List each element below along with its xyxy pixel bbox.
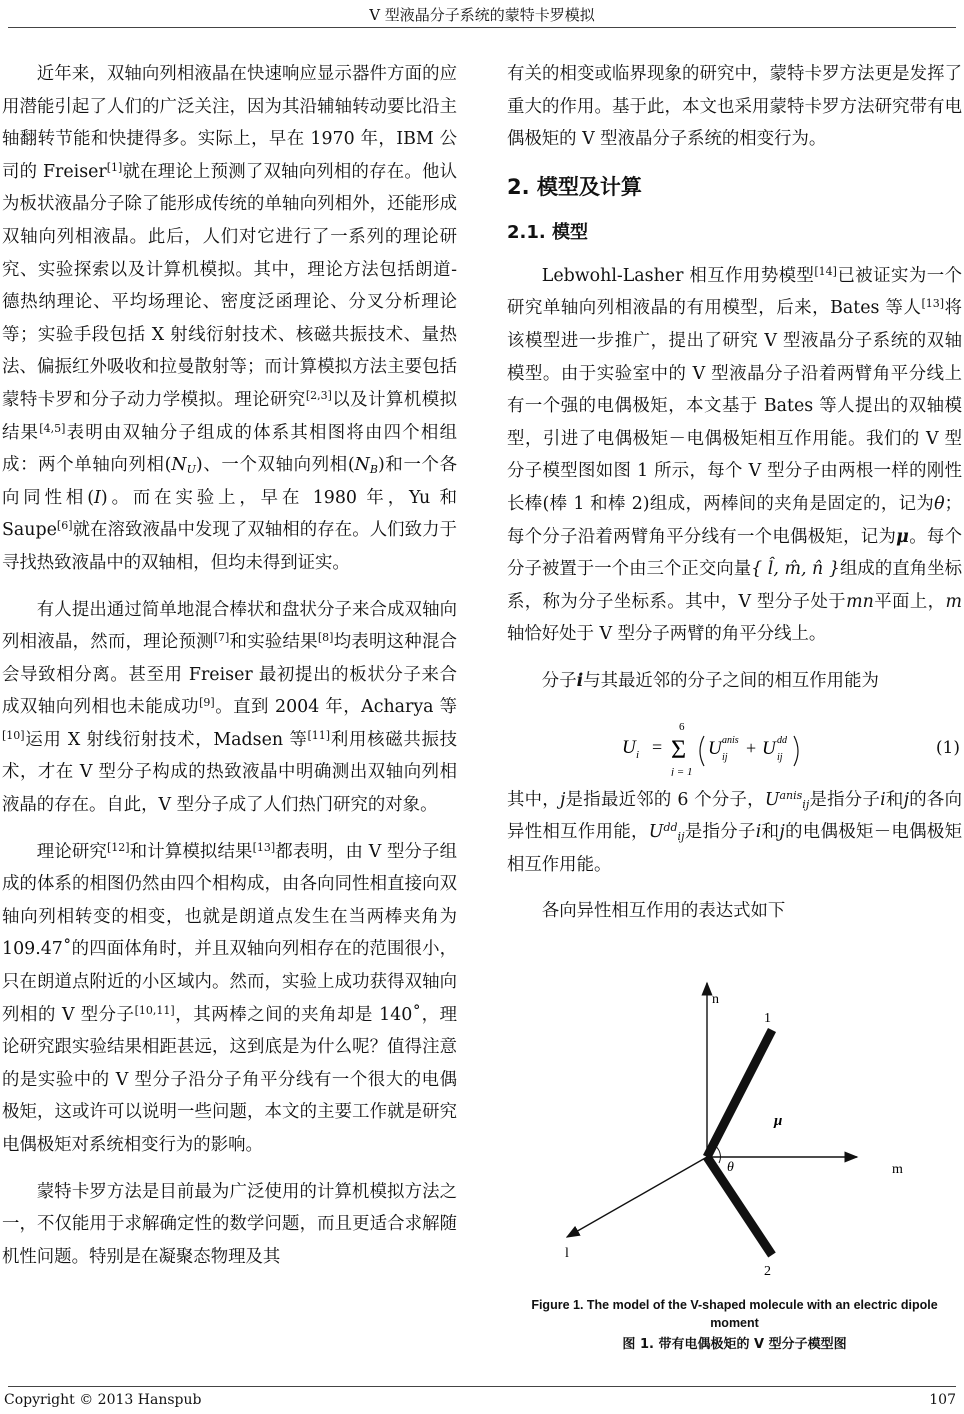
subsection-title: 2.1. 模型 bbox=[507, 221, 588, 243]
citation[interactable]: [6] bbox=[56, 519, 73, 533]
citation[interactable]: [9] bbox=[199, 696, 215, 710]
paragraph-energy-intro: 分子i与其最近邻的分子之间的相互作用能为 bbox=[541, 670, 879, 691]
citation[interactable]: [10,11] bbox=[134, 1003, 175, 1017]
paragraph-theory: 理论研究[12]和计算模拟结果[13]都表明，由 V 型分子组成的体系的相图仍然由四个相构成，由各向同性相直接向双轴向列相转变的相变，也就是朗道点发生在当两棒夹角为 109.47˚的四面体角时，并且双轴向列相存在的范围很小，只在朗道点附近的小区域内。然而，实验上成功获得双轴向列相的 V 型分子[10,11]，其两棒之间的夹角却是 140˚，理论研究跟实验结果相距甚远，这到底是为什么呢？值得注意的是实验中的 V 型分子沿分子角平分线有一个很大的电偶极矩，这或许可以说明一些问题，本文的主要工作就是研究电偶极矩对系统相变行为的影响。 bbox=[2, 840, 457, 1155]
eq-dd-sub: ij bbox=[777, 751, 783, 763]
paragraph-mixing: 有人提出通过简单地混合棒状和盘状分子来合成双轴向列相液晶，然而，理论预测[7]和实验结果[8]均表明这种混合会导致相分离。甚至用 Freiser 最初提出的板状分子来合成双轴向列相也未能成功[9]。直到 2004 年，Acharya 等[10]运用 X 射线衍射技术，Madsen 等[11]利用核磁共振技术，才在 V 型分子构成的热致液晶中明确测出双轴向列相液晶的存在。自此，V 型分子成了人们热门研究的对象。 bbox=[2, 599, 457, 816]
mu-label: μ bbox=[774, 1113, 783, 1129]
rod-2 bbox=[707, 1157, 772, 1255]
equation-number: (1) bbox=[935, 737, 960, 758]
rod-2-label: 2 bbox=[764, 1264, 771, 1279]
eq-u-anis: U bbox=[708, 737, 722, 759]
right-column bbox=[507, 58, 962, 942]
citation[interactable]: [13] bbox=[921, 297, 945, 311]
eq-plus: + bbox=[746, 737, 757, 758]
v-molecule-diagram bbox=[507, 975, 962, 1293]
section-title: 2. 模型及计算 bbox=[507, 174, 642, 199]
eq-sum: Σ bbox=[671, 734, 687, 764]
citation[interactable]: [12] bbox=[106, 840, 130, 854]
equation-body bbox=[622, 718, 822, 776]
citation[interactable]: [11] bbox=[307, 728, 331, 742]
running-head: V 型液晶分子系统的蒙特卡罗模拟 bbox=[369, 6, 595, 24]
paragraph-monte-carlo: 蒙特卡罗方法是目前最为广泛使用的计算机模拟方法之一，不仅能用于求解确定性的数学问题，而且更适合求解随机性问题。特别是在凝聚态物理及其 bbox=[2, 1181, 457, 1267]
eq-sum-lower: j = 1 bbox=[671, 765, 693, 776]
equation-1 bbox=[507, 712, 962, 774]
paragraph-definitions: 其中，j是指最近邻的 6 个分子，$U^{anis}_{ij}$是指分子i和j的各向异性相互作用能，$U^{dd}_{ij}$是指分子i和j的电偶极矩－电偶极矩相互作用能。 bbox=[507, 788, 962, 875]
paragraph-monte-carlo-cont: 有关的相变或临界现象的研究中，蒙特卡罗方法更是发挥了重大的作用。基于此，本文也采用蒙特卡罗方法研究带有电偶极矩的 V 型液晶分子系统的相变行为。 bbox=[507, 64, 962, 150]
paragraph-intro: 近年来，双轴向列相液晶在快速响应显示器件方面的应用潜能引起了人们的广泛关注，因为其沿辅轴转动要比沿主轴翻转节能和快捷得多。实际上，早在 1970 年，IBM 公司的 Freiser[1]就在理论上预测了双轴向列相的存在。他认为板状液晶分子除了能形成传统的单轴向列相外，还能形成双轴向列相液晶。此后，人们对它进行了一系列的理论研究、实验探索以及计算机模拟。其中，理论方法包括朗道-德热纳理论、平均场理论、密度泛函理论、分叉分析理论等；实验手段包括 X 射线衍射技术、核磁共振技术、量热法、偏振红外吸收和拉曼散射等；而计算模拟方法主要包括蒙特卡罗和分子动力学模拟。理论研究[2,3]以及计算机模拟结果[4,5]表明由双轴分子组成的体系其相图将由四个相组成：两个单轴向列相$(N_U)$、一个双轴向列相$(N_B)$和一个各向同性相(I)。而在实验上，早在 1980 年，Yu 和 Saupe[6]就在溶致液晶中发现了双轴相的存在。人们致力于寻找热致液晶中的双轴相，但均未得到证实。 bbox=[2, 64, 458, 573]
citation[interactable]: [13] bbox=[252, 840, 276, 854]
citation[interactable]: [14] bbox=[814, 264, 837, 278]
citation[interactable]: [2,3] bbox=[305, 388, 332, 402]
rod-1-label: 1 bbox=[764, 1011, 771, 1026]
eq-sum-upper: 6 bbox=[679, 720, 685, 733]
paragraph-model: Lebwohl-Lasher 相互作用势模型[14]已被证实为一个研究单轴向列相液晶的有用模型，后来，Bates 等人[13]将该模型进一步推广，提出了研究 V 型液晶分子系统的双轴模型。由于实验室中的 V 型液晶分子沿着两臂角平分线上有一个强的电偶极矩，本文基于 Bates 等人提出的双轴模型，引进了电偶极矩－电偶极矩相互作用能。我们的 V 型分子模型图如图 1 所示，每个 V 型分子由两根一样的刚性长棒(棒 1 和棒 2)组成，两棒间的夹角是固定的，记为θ；每个分子沿着两臂角平分线有一个电偶极矩，记为μ。每个分子被置于一个由三个正交向量{ l̂, m̂, n̂ }组成的直角坐标系，称为分子坐标系。其中，V 型分子处于mn平面上，m轴恰好处于 V 型分子两臂的角平分线上。 bbox=[507, 264, 962, 645]
footer-rule bbox=[8, 1386, 956, 1387]
eq-right-paren bbox=[794, 736, 798, 766]
eq-left-paren bbox=[700, 736, 704, 766]
rod-1 bbox=[707, 1030, 772, 1157]
figure-caption-zh: 图 1. 带有电偶极矩的 V 型分子模型图 bbox=[622, 1337, 847, 1352]
theta-label: θ bbox=[727, 1160, 734, 1175]
page-number: 107 bbox=[929, 1392, 956, 1408]
citation[interactable]: [7] bbox=[213, 631, 230, 645]
left-column bbox=[2, 58, 457, 1287]
eq-equals: = bbox=[652, 736, 663, 757]
citation[interactable]: [4,5] bbox=[39, 421, 66, 435]
header-rule bbox=[8, 27, 956, 28]
copyright: Copyright © 2013 Hanspub bbox=[4, 1392, 202, 1408]
eq-anis-sub: ij bbox=[722, 751, 728, 763]
citation[interactable]: [10] bbox=[2, 728, 25, 742]
eq-dd-sup: dd bbox=[777, 734, 787, 746]
axis-m-label: m bbox=[892, 1162, 903, 1177]
citation[interactable]: [8] bbox=[317, 631, 334, 645]
figure-caption-en: Figure 1. The model of the V-shaped molecule with an electric dipole moment bbox=[531, 1298, 938, 1330]
eq-u-dd: U bbox=[762, 737, 776, 759]
eq-lhs-sub: i bbox=[636, 748, 640, 761]
axis-n-label: n bbox=[712, 992, 719, 1007]
axis-l-line bbox=[567, 1157, 707, 1237]
eq-lhs: U bbox=[622, 736, 636, 758]
paragraph-anisotropic: 各向异性相互作用的表达式如下 bbox=[541, 901, 786, 922]
axis-l-label: l bbox=[565, 1246, 569, 1261]
figure-1 bbox=[507, 975, 962, 1297]
citation[interactable]: [1] bbox=[106, 160, 123, 174]
eq-anis-sup: anis bbox=[722, 734, 739, 746]
